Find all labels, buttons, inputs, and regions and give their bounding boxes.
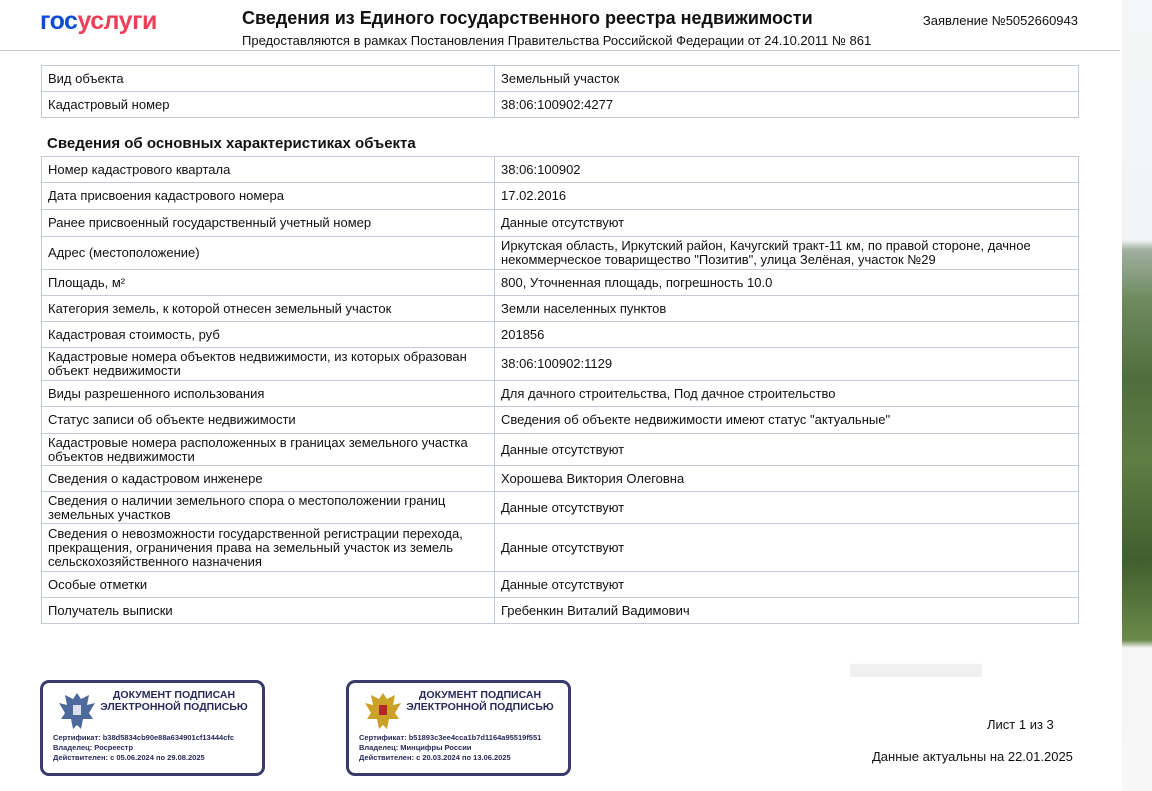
table-row — [42, 407, 1079, 434]
row-label: Ранее присвоенный государственный учетный номер — [42, 210, 495, 237]
stamp-owner: Владелец: Минцифры России — [359, 743, 472, 752]
row-label: Сведения о невозможности государственной регистрации перехода, прекращения, ограничения права на земельный участок из земель сельскохозяйственного назначения — [42, 524, 495, 572]
row-value: Иркутская область, Иркутский район, Качугский тракт-11 км, по правой стороне, дачное некоммерческое товарищество "Позитив", улица Зелёная, участок №29 — [495, 237, 1079, 270]
row-label: Кадастровые номера расположенных в границах земельного участка объектов недвижимости — [42, 434, 495, 466]
eagle-emblem-icon — [57, 689, 97, 733]
row-value: Данные отсутствуют — [495, 492, 1079, 524]
row-label: Получатель выписки — [42, 598, 495, 624]
row-label: Вид объекта — [42, 66, 495, 92]
table-row — [42, 210, 1079, 237]
table-row — [42, 66, 1079, 92]
signature-stamp-rosreestr — [40, 680, 265, 776]
row-value: Сведения об объекте недвижимости имеют статус "актуальные" — [495, 407, 1079, 434]
table-row — [42, 434, 1079, 466]
data-actual-date: Данные актуальны на 22.01.2025 — [872, 749, 1073, 764]
page-title: Сведения из Единого государственного реестра недвижимости — [242, 8, 813, 28]
table-row — [42, 598, 1079, 624]
row-label: Особые отметки — [42, 572, 495, 598]
table-row — [42, 296, 1079, 322]
table-row — [42, 466, 1079, 492]
row-value: 38:06:100902 — [495, 157, 1079, 183]
row-value: Данные отсутствуют — [495, 524, 1079, 572]
row-value: Земельный участок — [495, 66, 1079, 92]
gosuslugi-logo: госуслуги — [40, 7, 157, 35]
background-photo-strip — [1122, 0, 1152, 791]
stamp-details — [53, 733, 234, 763]
application-number: Заявление №5052660943 — [922, 13, 1078, 28]
stamp-validity: Действителен: с 05.06.2024 по 29.08.2025 — [53, 753, 205, 762]
table-row — [42, 348, 1079, 381]
eagle-emblem-icon — [363, 689, 403, 733]
characteristics-table — [41, 156, 1079, 624]
row-value: Гребенкин Виталий Вадимович — [495, 598, 1079, 624]
table-row — [42, 524, 1079, 572]
object-summary-table — [41, 65, 1079, 118]
row-value: Данные отсутствуют — [495, 572, 1079, 598]
stamp-title: ДОКУМЕНТ ПОДПИСАН ЭЛЕКТРОННОЙ ПОДПИСЬЮ — [406, 689, 554, 713]
row-value: 800, Уточненная площадь, погрешность 10.0 — [495, 270, 1079, 296]
row-value: Земли населенных пунктов — [495, 296, 1079, 322]
row-label: Номер кадастрового квартала — [42, 157, 495, 183]
table-row — [42, 322, 1079, 348]
header-divider — [0, 50, 1120, 51]
table-row — [42, 92, 1079, 118]
row-value: 38:06:100902:1129 — [495, 348, 1079, 381]
stamp-owner: Владелец: Росреестр — [53, 743, 134, 752]
row-label: Площадь, м² — [42, 270, 495, 296]
row-value: 201856 — [495, 322, 1079, 348]
table-row — [42, 237, 1079, 270]
table-row — [42, 270, 1079, 296]
watermark: ▬▬▬ — [850, 638, 982, 687]
table-row — [42, 572, 1079, 598]
row-label: Кадастровая стоимость, руб — [42, 322, 495, 348]
signature-stamp-mintsifry — [346, 680, 571, 776]
row-label: Адрес (местоположение) — [42, 237, 495, 270]
table-row — [42, 157, 1079, 183]
row-label: Дата присвоения кадастрового номера — [42, 183, 495, 210]
page-subtitle: Предоставляются в рамках Постановления Правительства Российской Федерации от 24.10.2011 № 861 — [242, 33, 872, 48]
row-label: Кадастровый номер — [42, 92, 495, 118]
page-number: Лист 1 из 3 — [987, 717, 1054, 732]
row-value: 38:06:100902:4277 — [495, 92, 1079, 118]
row-label: Статус записи об объекте недвижимости — [42, 407, 495, 434]
stamp-title: ДОКУМЕНТ ПОДПИСАН ЭЛЕКТРОННОЙ ПОДПИСЬЮ — [100, 689, 248, 713]
table-row — [42, 183, 1079, 210]
section-title: Сведения об основных характеристиках объекта — [47, 135, 416, 152]
row-value: Данные отсутствуют — [495, 210, 1079, 237]
table-row — [42, 381, 1079, 407]
row-value: 17.02.2016 — [495, 183, 1079, 210]
row-label: Категория земель, к которой отнесен земельный участок — [42, 296, 495, 322]
table-row — [42, 492, 1079, 524]
row-value: Данные отсутствуют — [495, 434, 1079, 466]
stamp-certificate: Сертификат: b51893c3ee4cca1b7d1164a95519f551 — [359, 733, 542, 742]
row-label: Сведения о наличии земельного спора о местоположении границ земельных участков — [42, 492, 495, 524]
stamp-certificate: Сертификат: b38d5834cb90e88a634901cf13444cfc — [53, 733, 235, 742]
row-label: Кадастровые номера объектов недвижимости, из которых образован объект недвижимости — [42, 348, 495, 381]
row-value: Хорошева Виктория Олеговна — [495, 466, 1079, 492]
row-label: Сведения о кадастровом инженере — [42, 466, 495, 492]
stamp-validity: Действителен: с 20.03.2024 по 13.06.2025 — [359, 753, 511, 762]
stamp-details — [359, 733, 541, 763]
row-label: Виды разрешенного использования — [42, 381, 495, 407]
row-value: Для дачного строительства, Под дачное строительство — [495, 381, 1079, 407]
